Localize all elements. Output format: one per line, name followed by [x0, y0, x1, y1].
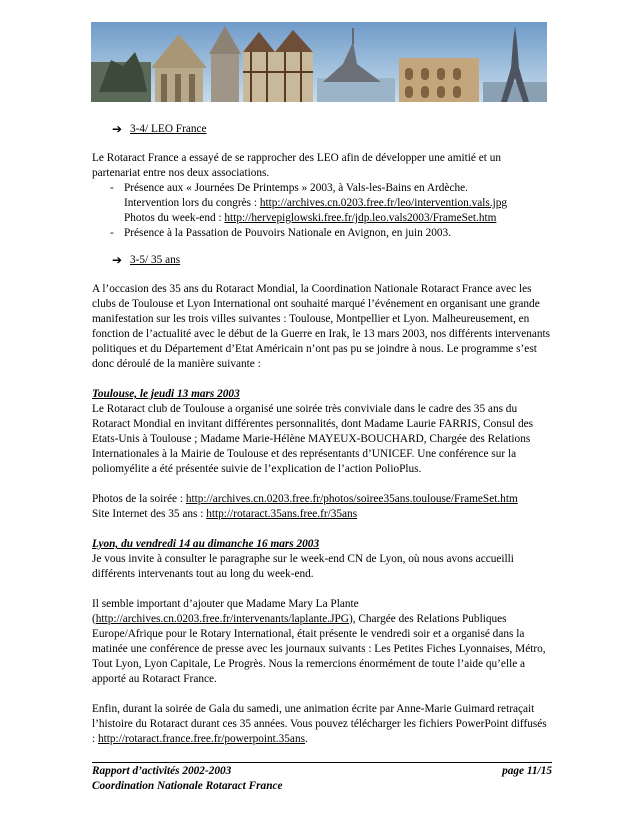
toulouse-text: Le Rotaract club de Toulouse a organisé une soirée très conviviale dans le cadre des 35 ans du Rotaract Mondial en invitant différentes personnalités, dont Madame Laurie FARRIS, Consul des Etats-Unis à Toulouse ; Madame Marie-Hélène MAYEUX-BOUCHARD, Chargée des Relations Internationales à la Mairie de Toulouse et des représentants d’UNICEF. Une conférence sur la poliomyélite a été présentée suivie de l’explication de l’action PolioPlus.: [92, 403, 534, 475]
site-35ans-link[interactable]: http://rotaract.35ans.free.fr/35ans: [206, 508, 358, 520]
photos-line: [92, 492, 552, 507]
page-footer: [92, 762, 552, 794]
section-heading-35ans-text: 3-5/ 35 ans: [130, 254, 181, 266]
powerpoint-link[interactable]: http://rotaract.france.free.fr/powerpoint.35ans: [97, 733, 305, 745]
dash-marker: -: [110, 182, 114, 194]
list-item: [110, 226, 552, 241]
section-heading-35ans: [112, 253, 552, 268]
footer-row: [92, 764, 552, 779]
photos-toulouse-link[interactable]: http://archives.cn.0203.free.fr/photos/soiree35ans.toulouse/FrameSet.htm: [185, 493, 518, 505]
site-line: [92, 507, 552, 522]
footer-organization: Coordination Nationale Rotaract France: [92, 780, 283, 792]
list-item: [110, 181, 552, 226]
toulouse-title: Toulouse, le jeudi 13 mars 2003: [92, 388, 240, 400]
footer-report-title: Rapport d’activités 2002-2003: [92, 765, 232, 777]
lyon-title: Lyon, du vendredi 14 au dimanche 16 mars 2003: [92, 538, 320, 550]
mary-paragraph: [92, 597, 552, 687]
section-heading-leo: [112, 122, 552, 137]
dash-marker: -: [110, 227, 114, 239]
list-item-text: Présence à la Passation de Pouvoirs Nationale en Avignon, en juin 2003.: [124, 227, 452, 239]
photos-weekend-label: Photos du week-end :: [124, 212, 225, 224]
photos-label: Photos de la soirée :: [92, 493, 186, 505]
leo-list: [92, 181, 552, 241]
mary-text-start: Il semble important d’ajouter que Madame Mary La Plante (: [92, 598, 359, 625]
gala-text: Enfin, durant la soirée de Gala du samedi, une animation écrite par Anne-Marie Guimard retraçait l’histoire du Rotaract durant ces 35 années. Vous pouvez télécharger les fichiers PowerPoint diffusés :: [92, 703, 547, 745]
header-banner: [91, 22, 547, 102]
right-arrow-icon: ➔: [112, 253, 123, 267]
france-landmarks-banner-image: [91, 22, 547, 102]
intervention-label: Intervention lors du congrès :: [124, 197, 260, 209]
intervention-link[interactable]: http://archives.cn.0203.free.fr/leo/intervention.vals.jpg: [259, 197, 508, 209]
laplante-link[interactable]: http://archives.cn.0203.free.fr/intervenants/laplante.JPG: [95, 613, 349, 625]
lyon-text: Je vous invite à consulter le paragraphe sur le week-end CN de Lyon, où nous avons accueilli différents intervenants tout au long du week-end.: [92, 553, 514, 580]
list-item-text: Présence aux « Journées De Printemps » 2003, à Vals-les-Bains en Ardèche.: [124, 182, 468, 194]
site-label: Site Internet des 35 ans :: [92, 508, 207, 520]
leo-intro: Le Rotaract France a essayé de se rapprocher des LEO afin de développer une amitié et un partenariat entre nos deux associations.: [92, 152, 502, 179]
footer-page-number: page 11/15: [502, 765, 552, 777]
anniversary-intro: A l’occasion des 35 ans du Rotaract Mondial, la Coordination Nationale Rotaract France avec les clubs de Toulouse et Lyon International ont souhaité marqué l’événement en organisant une grande manifestation sur les trois villes suivantes : Toulouse, Montpellier et Lyon. Malheureusement, en fonction de l’actualité avec le début de la Guerre en Irak, le 13 mars 2003, nos différents intervenants politiques et du Département d’Etat Américain n’ont pas pu se joindre à nous. Le programme s’est donc déroulé de la manière suivante :: [92, 283, 551, 370]
photos-weekend-link[interactable]: http://hervepiglowski.free.fr/jdp.leo.vals2003/FrameSet.htm: [224, 212, 497, 224]
section-heading-leo-text: 3-4/ LEO France: [130, 123, 207, 135]
gala-text-end: .: [305, 733, 308, 745]
right-arrow-icon: ➔: [112, 122, 123, 136]
page-content: [92, 118, 552, 747]
mary-text-end: ), Chargée des Relations Publiques Europe/Afrique pour le Rotary International, était présente le vendredi soir et a organisé dans la matinée une conférence de presse avec les journaux suivants : Les Petites Fiches Lyonnaises, Métro, Tout Lyon, Lyon Capitale, Le Progrès. Nous la remercions énormément de toute l’aide qu’elle a apporté au Rotaract France.: [92, 613, 546, 685]
gala-paragraph: [92, 702, 552, 747]
